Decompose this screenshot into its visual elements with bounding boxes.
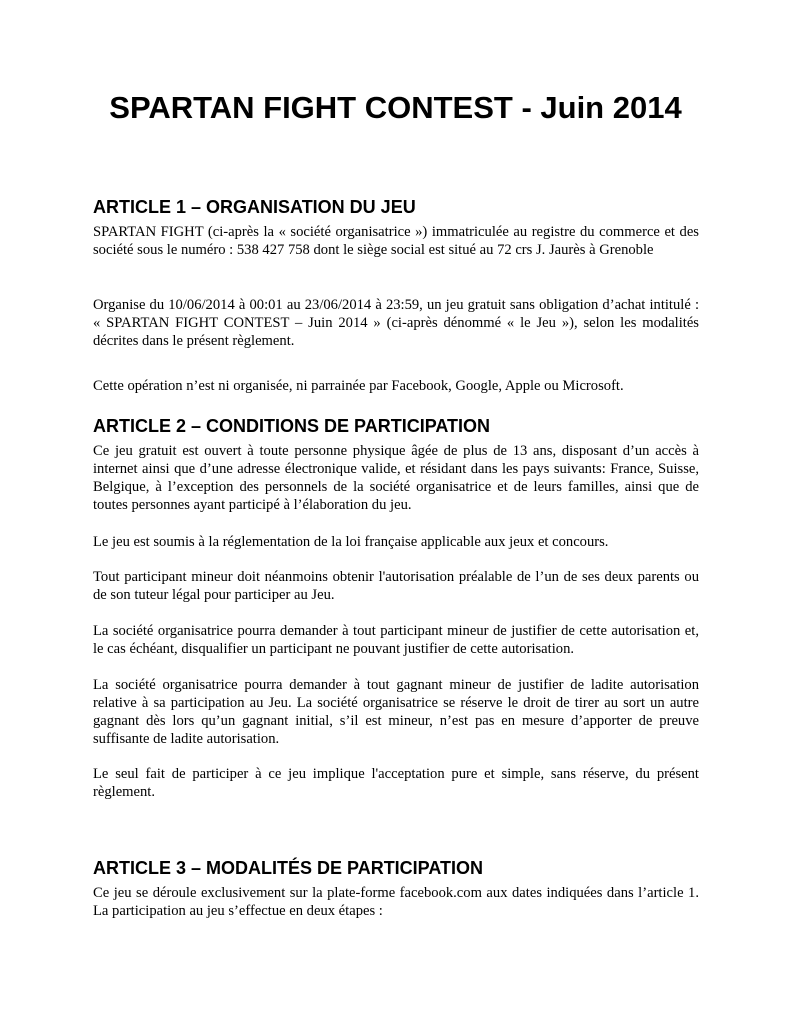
article-2-paragraph-3: Tout participant mineur doit néanmoins obtenir l'autorisation préalable de l’un de ses deux parents ou de son tuteur légal pour participer au Jeu.	[93, 569, 699, 603]
article-2-paragraph-2: Le jeu est soumis à la réglementation de la loi française applicable aux jeux et concours.	[93, 534, 609, 550]
article-2-paragraph-5: La société organisatrice pourra demander à tout gagnant mineur de justifier de ladite autorisation relative à sa participation au Jeu. La société organisatrice se réserve le droit de tirer au sort un autre gagnant dès lors qu’un gagnant initial, s’il est mineur, n’est pas en mesure d’apporter de preuve suffisante de ladite autorisation.	[93, 677, 699, 747]
article-2-paragraph-6: Le seul fait de participer à ce jeu implique l'acceptation pure et simple, sans réserve, du présent règlement.	[93, 766, 699, 800]
article-3-paragraph-1: Ce jeu se déroule exclusivement sur la plate-forme facebook.com aux dates indiquées dans l’article 1. La participation au jeu s’effectue en deux étapes :	[93, 885, 699, 919]
article-2-heading: ARTICLE 2 – CONDITIONS DE PARTICIPATION	[93, 416, 491, 436]
article-1-paragraph-3: Cette opération n’est ni organisée, ni parrainée par Facebook, Google, Apple ou Microsoft.	[93, 378, 624, 394]
article-3-heading: ARTICLE 3 – MODALITÉS DE PARTICIPATION	[93, 858, 484, 878]
article-1-paragraph-1: SPARTAN FIGHT (ci-après la « société organisatrice ») immatriculée au registre du commerce et des société sous le numéro : 538 427 758 dont le siège social est situé au 72 crs J. Jaurès à Grenoble	[93, 224, 699, 258]
article-2-paragraph-4: La société organisatrice pourra demander à tout participant mineur de justifier de cette autorisation et, le cas échéant, disqualifier un participant ne pouvant justifier de cette autorisation.	[93, 623, 699, 657]
article-1-heading: ARTICLE 1 – ORGANISATION DU JEU	[93, 197, 416, 217]
article-2-paragraph-1: Ce jeu gratuit est ouvert à toute personne physique âgée de plus de 13 ans, disposant d’un accès à internet ainsi que d’une adresse électronique valide, et résidant dans les pays suivants: France, Suisse, Belgique, à l’exception des personnels de la société organisatrice et de leurs familles, ainsi que de toutes personnes ayant participé à l’élaboration du jeu.	[93, 443, 699, 513]
document-title: SPARTAN FIGHT CONTEST - Juin 2014	[109, 90, 682, 125]
article-1-paragraph-2: Organise du 10/06/2014 à 00:01 au 23/06/2014 à 23:59, un jeu gratuit sans obligation d’achat intitulé : « SPARTAN FIGHT CONTEST – Juin 2014 » (ci-après dénommé « le Jeu »), selon les modalités décrites dans le présent règlement.	[93, 297, 699, 349]
